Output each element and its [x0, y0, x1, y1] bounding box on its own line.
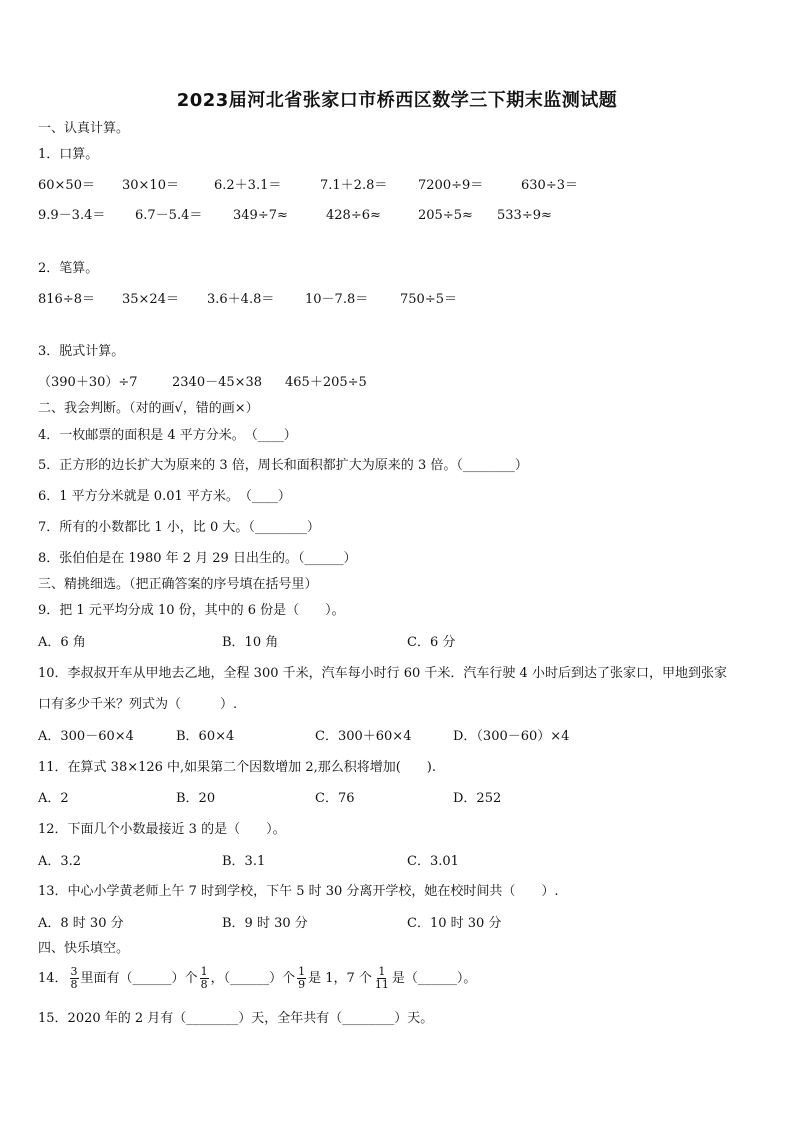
- numerator: 1: [298, 965, 306, 978]
- q2-item: 3.6＋4.8＝: [207, 292, 275, 307]
- question-10-line-2: 口有多少千米？列式为（ ）.: [38, 697, 238, 712]
- option-a: A．6 角: [38, 635, 86, 650]
- section-1-heading: 一、认真计算。: [38, 121, 130, 136]
- section-2-heading: 二、我会判断。（对的画√，错的画×）: [38, 401, 259, 416]
- q1-item: 205÷5≈: [418, 208, 473, 223]
- denominator: 11: [374, 978, 389, 991]
- page-title: 2023届河北省张家口市桥西区数学三下期末监测试题: [176, 90, 618, 111]
- question-3-label: 3．脱式计算。: [38, 344, 125, 359]
- q2-item: 816÷8＝: [38, 292, 95, 307]
- q14-text: ，（______）个: [210, 971, 296, 986]
- q3-item: （390＋30）÷7: [38, 375, 138, 390]
- question-7: 7．所有的小数都比 1 小，比 0 大。（________）: [38, 520, 320, 535]
- option-b: B．20: [176, 791, 216, 806]
- section-3-heading: 三、精挑细选。（把正确答案的序号填在括号里）: [38, 577, 318, 592]
- option-c: C．300＋60×4: [315, 729, 412, 744]
- option-a: A．300－60×4: [38, 729, 134, 744]
- q14-text: 是 1，7 个: [308, 971, 372, 986]
- option-b: B．3.1: [222, 854, 266, 869]
- option-b: B．9 时 30 分: [222, 916, 308, 931]
- question-11: 11．在算式 38×126 中,如果第二个因数增加 2,那么积将增加( ).: [38, 760, 436, 775]
- question-1-label: 1．口算。: [38, 147, 99, 162]
- fraction: [374, 966, 390, 991]
- option-c: C．6 分: [407, 635, 456, 650]
- option-c: C．76: [315, 791, 355, 806]
- option-a: A．3.2: [38, 854, 82, 869]
- question-15: 15．2020 年的 2 月有（________）天，全年共有（________）天。: [38, 1011, 434, 1026]
- option-c: C．3.01: [407, 854, 459, 869]
- option-a: A．2: [38, 791, 69, 806]
- q3-item: 465＋205÷5: [285, 375, 367, 390]
- q1-item: 533÷9≈: [497, 208, 552, 223]
- q1-item: 6.2＋3.1＝: [214, 178, 282, 193]
- q14-text: 是（______）。: [391, 971, 477, 986]
- q1-item: 9.9－3.4＝: [38, 208, 106, 223]
- option-d: D．（300－60）×4: [453, 729, 570, 744]
- q1-item: 428÷6≈: [326, 208, 381, 223]
- q1-item: 60×50＝: [38, 178, 95, 193]
- fraction: [200, 966, 209, 991]
- option-c: C．10 时 30 分: [407, 916, 502, 931]
- q2-item: 10－7.8＝: [305, 292, 369, 307]
- question-10-line-1: 10．李叔叔开车从甲地去乙地，全程 300 千米，汽车每小时行 60 千米．汽车行驶 4 小时后到达了张家口，甲地到张家: [38, 666, 727, 681]
- q1-item: 30×10＝: [122, 178, 179, 193]
- question-9: 9．把 1 元平均分成 10 份，其中的 6 份是（ ）。: [38, 603, 345, 618]
- numerator: 1: [200, 965, 208, 978]
- section-4-heading: 四、快乐填空。: [38, 941, 130, 956]
- q3-item: 2340－45×38: [172, 375, 263, 390]
- fraction: [297, 966, 306, 991]
- question-13: 13．中心小学黄老师上午 7 时到学校，下午 5 时 30 分离开学校，她在校时间共（ ）.: [38, 884, 559, 899]
- question-12: 12．下面几个小数最接近 3 的是（ ）。: [38, 822, 286, 837]
- option-a: A．8 时 30 分: [38, 916, 124, 931]
- q1-item: 349÷7≈: [233, 208, 288, 223]
- q2-item: 750÷5＝: [400, 292, 457, 307]
- question-number: 14．: [38, 971, 68, 986]
- q1-item: 7200÷9＝: [418, 178, 484, 193]
- option-d: D．252: [453, 791, 502, 806]
- question-14: [38, 964, 476, 994]
- numerator: 1: [378, 965, 386, 978]
- question-4: 4．一枚邮票的面积是 4 平方分米。 （____）: [38, 428, 297, 443]
- question-6: 6．1 平方分米就是 0.01 平方米。 （____）: [38, 489, 291, 504]
- fraction: [70, 966, 79, 991]
- question-8: 8．张伯伯是在 1980 年 2 月 29 日出生的。（______）: [38, 551, 357, 566]
- option-b: B．60×4: [176, 729, 235, 744]
- numerator: 3: [70, 965, 78, 978]
- question-5: 5．正方形的边长扩大为原来的 3 倍，周长和面积都扩大为原来的 3 倍。（________）: [38, 458, 528, 473]
- denominator: 9: [298, 978, 306, 991]
- denominator: 8: [70, 978, 78, 991]
- q1-item: 630÷3＝: [521, 178, 578, 193]
- denominator: 8: [200, 978, 208, 991]
- q1-item: 6.7－5.4＝: [135, 208, 203, 223]
- option-b: B．10 角: [222, 635, 279, 650]
- question-2-label: 2．笔算。: [38, 261, 99, 276]
- q1-item: 7.1＋2.8＝: [320, 178, 388, 193]
- q2-item: 35×24＝: [122, 292, 179, 307]
- q14-text: 里面有（______）个: [80, 971, 198, 986]
